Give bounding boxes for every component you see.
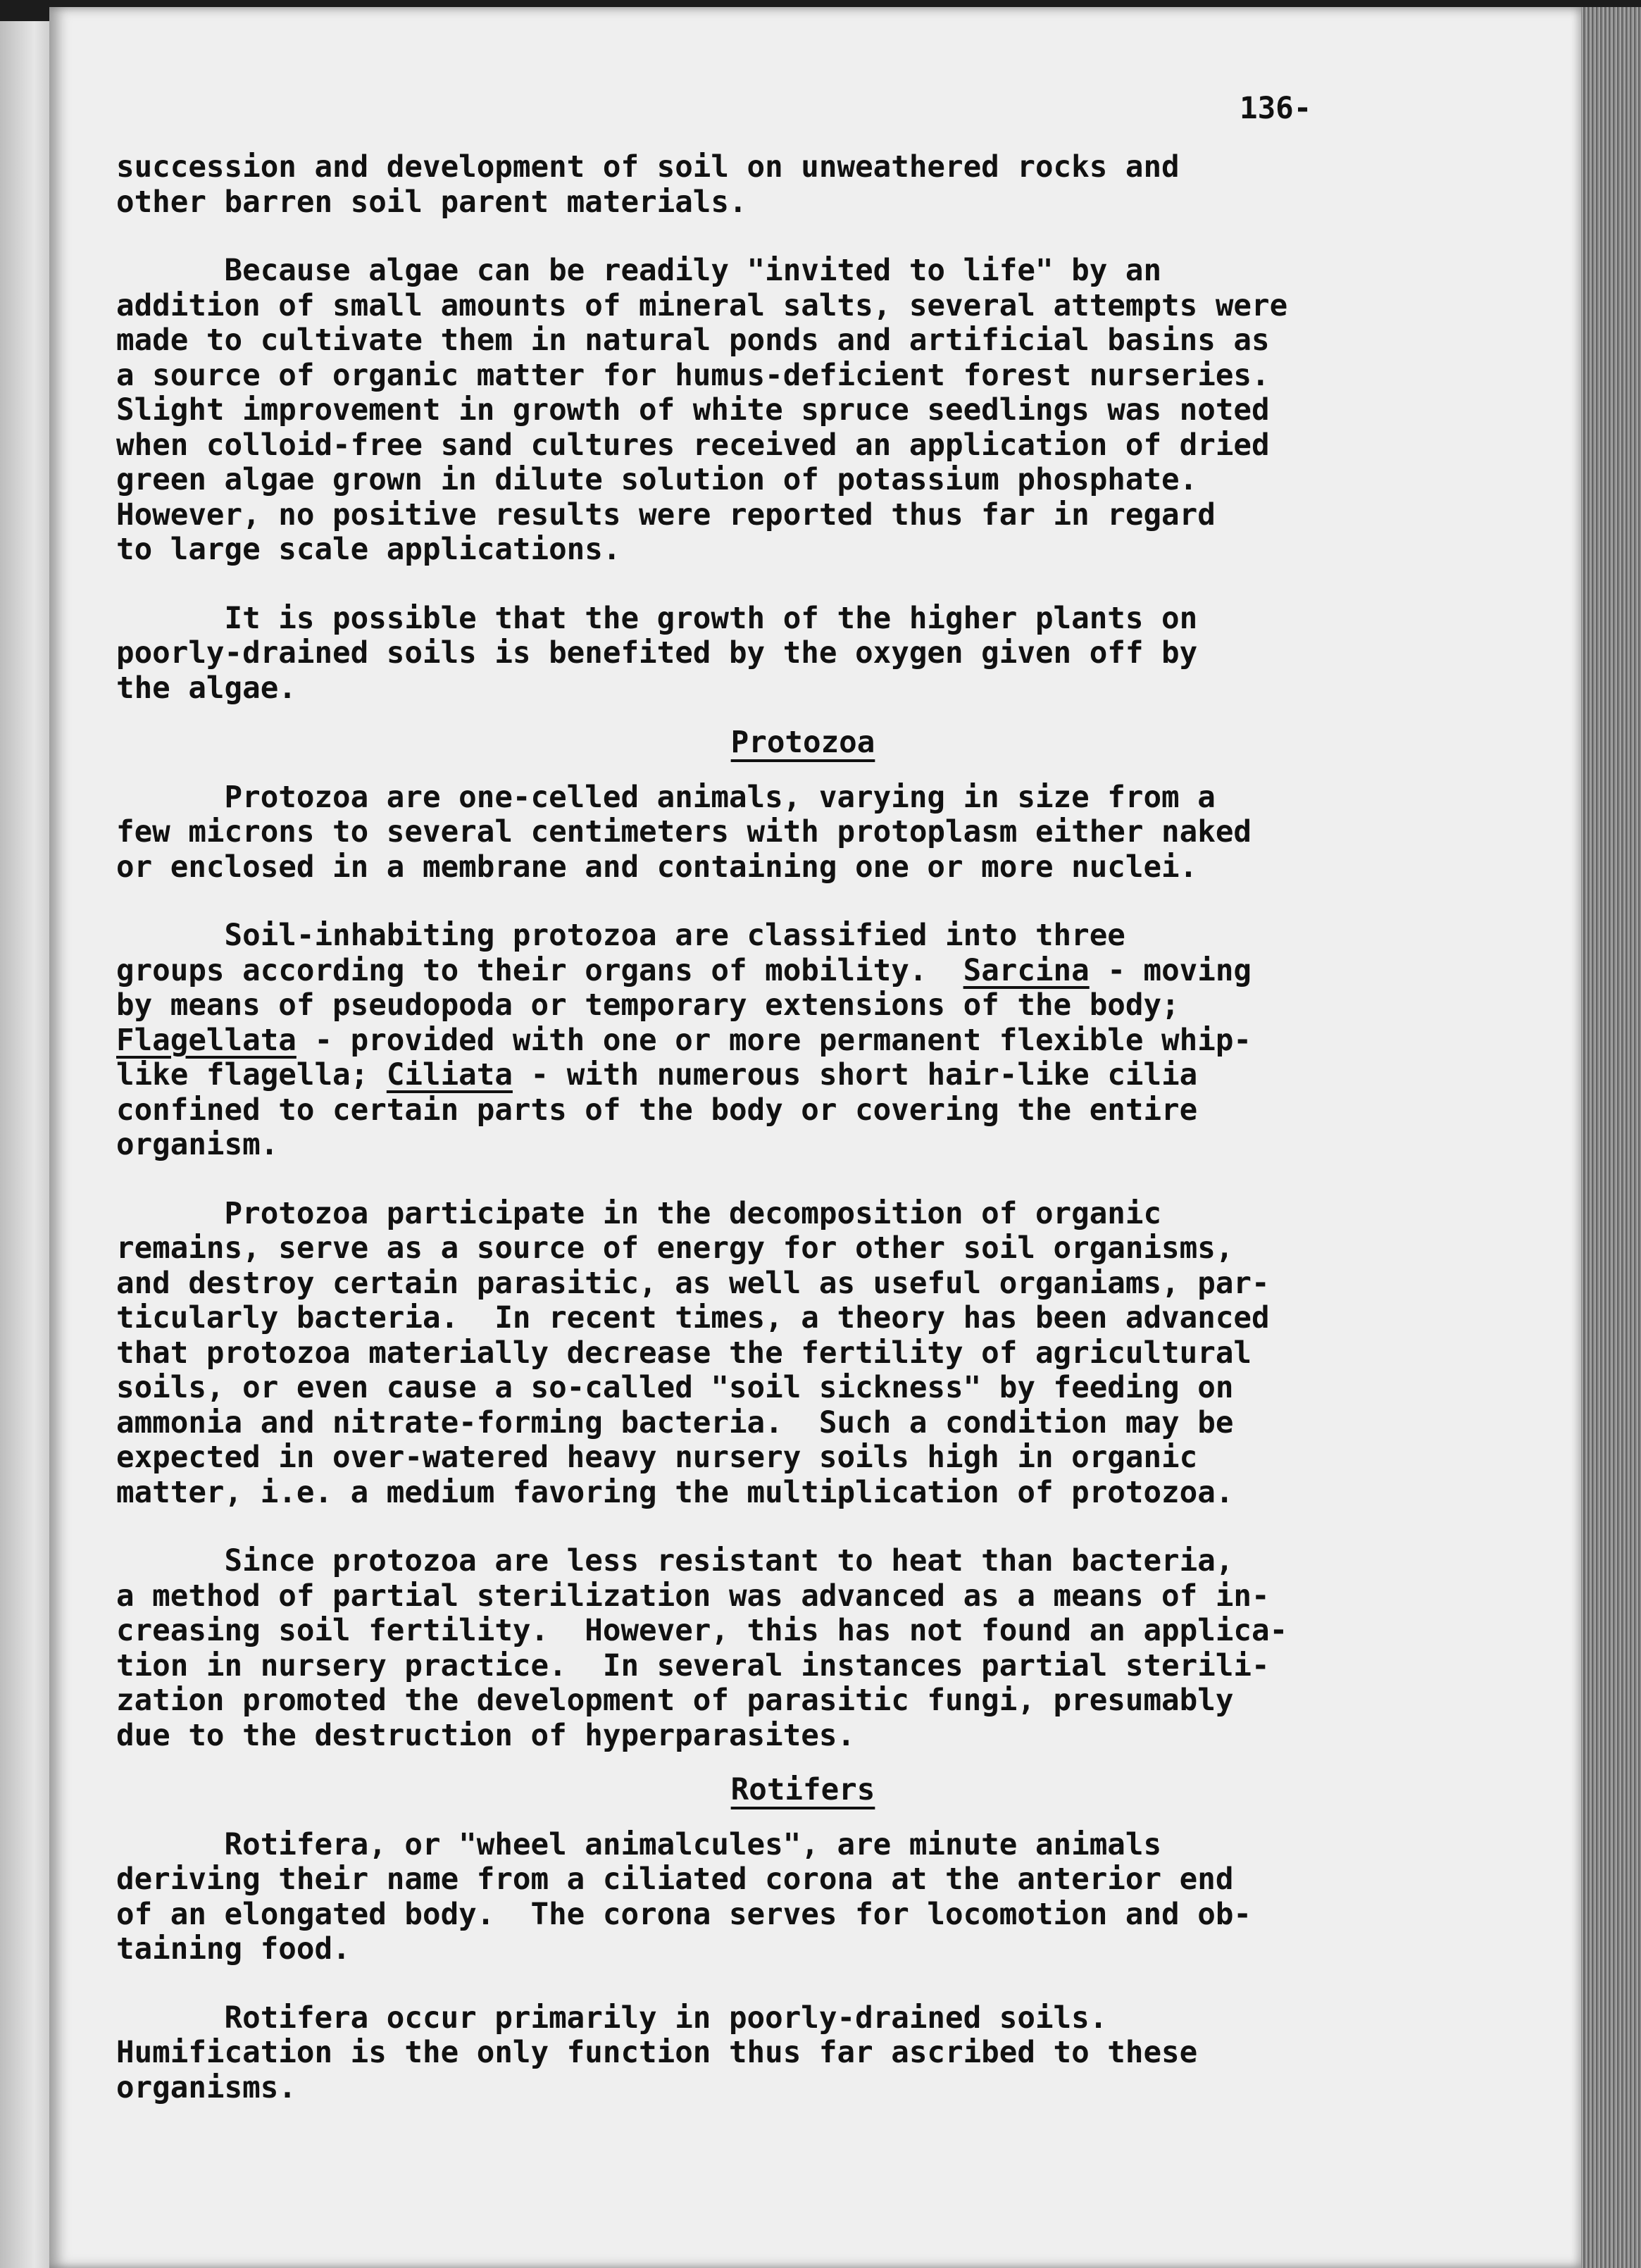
paragraph-algae-cultivation xyxy=(116,254,1490,568)
page-stack-edge xyxy=(1581,7,1641,2268)
text-line: by means of pseudopoda or temporary extensions of the body; xyxy=(116,988,1180,1023)
text-line: poorly-drained soils is benefited by the oxygen given off by xyxy=(116,636,1198,671)
text-run: - with numerous short hair-like cilia xyxy=(512,1058,1198,1092)
text-line xyxy=(116,1023,1490,1059)
text-line: of an elongated body. The corona serves for locomotion and ob- xyxy=(116,1897,1252,1932)
text-line: that protozoa materially decrease the fertility of agricultural xyxy=(116,1335,1252,1371)
text-line: ammonia and nitrate-forming bacteria. Such a condition may be xyxy=(116,1405,1234,1440)
text-line: addition of small amounts of mineral salts, several attempts were xyxy=(116,288,1288,323)
text-line: a method of partial sterilization was advanced as a means of in- xyxy=(116,1578,1270,1614)
paragraph-rotifera-definition xyxy=(116,1828,1490,1967)
text-line: when colloid-free sand cultures received an application of dried xyxy=(116,428,1270,463)
paragraph-protozoa-groups xyxy=(116,918,1490,1163)
section-heading-rotifers xyxy=(116,1773,1490,1808)
text-line: a source of organic matter for humus-deficient forest nurseries. xyxy=(116,358,1270,393)
text-line: made to cultivate them in natural ponds and artificial basins as xyxy=(116,323,1270,358)
text-line: other barren soil parent materials. xyxy=(116,185,747,220)
term-sarcina: Sarcina xyxy=(963,953,1090,988)
text-line: organisms. xyxy=(116,2070,297,2105)
text-line: green algae grown in dilute solution of potassium phosphate. xyxy=(116,463,1198,497)
paragraph-sterilization xyxy=(116,1544,1490,1753)
text-run: - provided with one or more permanent flexible whip- xyxy=(296,1023,1252,1058)
term-ciliata: Ciliata xyxy=(386,1058,513,1092)
text-line: and destroy certain parasitic, as well as useful organiams, par- xyxy=(116,1266,1270,1301)
text-run: groups according to their organs of mobility. xyxy=(116,953,963,988)
paragraph-protozoa-definition xyxy=(116,780,1490,885)
text-line: expected in over-watered heavy nursery soils high in organic xyxy=(116,1440,1198,1475)
text-run: - moving xyxy=(1089,953,1252,988)
paragraph-continuation xyxy=(116,150,1490,220)
text-line: confined to certain parts of the body or covering the entire xyxy=(116,1092,1198,1128)
left-page-edge xyxy=(0,21,51,2268)
text-line: due to the destruction of hyperparasites. xyxy=(116,1718,856,1753)
text-line: soils, or even cause a so-called "soil sickness" by feeding on xyxy=(116,1371,1234,1405)
text-line: or enclosed in a membrane and containing one or more nuclei. xyxy=(116,849,1198,885)
text-line: matter, i.e. a medium favoring the multiplication of protozoa. xyxy=(116,1475,1234,1510)
page-text xyxy=(116,77,1490,2105)
text-line: Protozoa participate in the decomposition of organic xyxy=(116,1196,1162,1231)
text-line: tion in nursery practice. In several instances partial sterili- xyxy=(116,1648,1270,1683)
text-line xyxy=(116,1058,1490,1093)
text-line: to large scale applications. xyxy=(116,532,621,567)
page-number: 136- xyxy=(1240,92,1312,126)
text-run: like flagella; xyxy=(116,1058,387,1092)
text-line: remains, serve as a source of energy for other soil organisms, xyxy=(116,1231,1234,1266)
heading-text: Protozoa xyxy=(730,725,875,760)
text-line: Rotifera, or "wheel animalcules", are minute animals xyxy=(116,1827,1162,1862)
text-line xyxy=(116,954,1490,989)
text-line: few microns to several centimeters with protoplasm either naked xyxy=(116,815,1252,849)
term-flagellata: Flagellata xyxy=(116,1023,297,1058)
text-line: Protozoa are one-celled animals, varying in size from a xyxy=(116,780,1216,815)
text-line: taining food. xyxy=(116,1932,351,1967)
text-line: succession and development of soil on unweathered rocks and xyxy=(116,150,1180,185)
heading-text: Rotifers xyxy=(730,1773,875,1807)
text-line: the algae. xyxy=(116,671,297,706)
text-line: creasing soil fertility. However, this has not found an applica- xyxy=(116,1614,1288,1648)
text-line: Because algae can be readily "invited to life" by an xyxy=(116,254,1162,288)
paragraph-algae-oxygen xyxy=(116,602,1490,706)
text-line: Rotifera occur primarily in poorly-drained soils. xyxy=(116,2000,1108,2036)
text-line: Soil-inhabiting protozoa are classified into three xyxy=(116,918,1125,953)
text-line: deriving their name from a ciliated corona at the anterior end xyxy=(116,1862,1234,1897)
text-line: ticularly bacteria. In recent times, a theory has been advanced xyxy=(116,1301,1270,1335)
text-line: It is possible that the growth of the higher plants on xyxy=(116,601,1198,636)
text-line: Humification is the only function thus far ascribed to these xyxy=(116,2036,1198,2070)
paragraph-protozoa-decomposition xyxy=(116,1197,1490,1511)
paragraph-rotifera-occurrence xyxy=(116,2001,1490,2106)
section-heading-protozoa xyxy=(116,725,1490,761)
text-line: organism. xyxy=(116,1128,279,1162)
text-line: Since protozoa are less resistant to heat than bacteria, xyxy=(116,1544,1234,1578)
text-line: However, no positive results were reported thus far in regard xyxy=(116,497,1216,532)
text-line: Slight improvement in growth of white spruce seedlings was noted xyxy=(116,393,1270,428)
text-line: zation promoted the development of parasitic fungi, presumably xyxy=(116,1683,1234,1718)
